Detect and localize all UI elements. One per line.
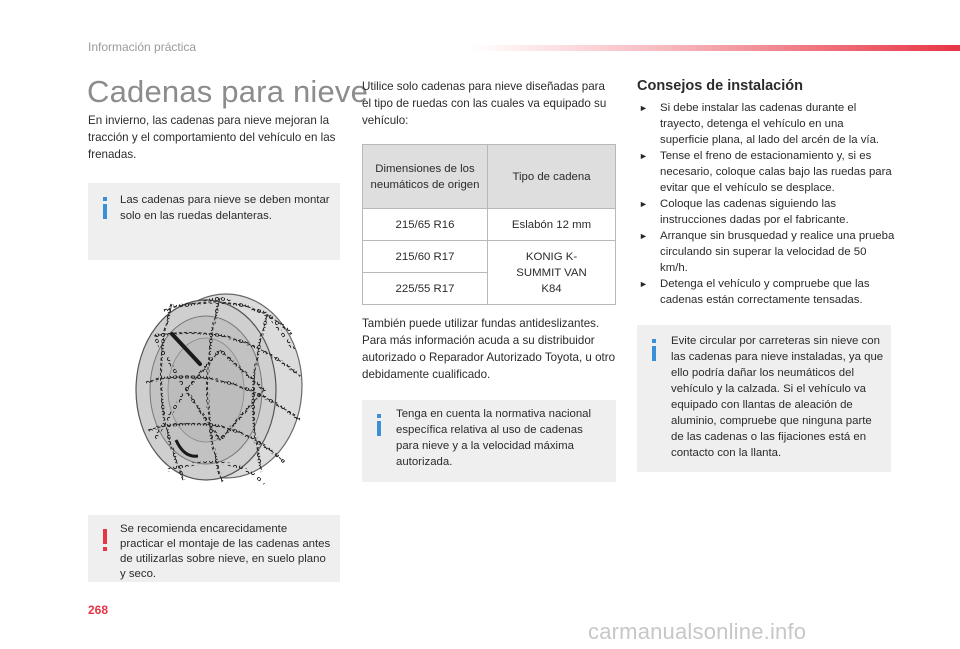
chain-type-intro: Utilice solo cadenas para nieve diseñadas para el tipo de ruedas con las cuales va equipado su vehículo: — [362, 80, 607, 127]
tire-size-cell: 225/55 R17 — [363, 273, 488, 305]
table-row — [363, 209, 616, 241]
arrow-bullet-icon: ► — [639, 199, 648, 209]
info-callout-front-wheels — [88, 183, 340, 260]
info-callout-avoid-roads — [637, 325, 891, 472]
arrow-bullet-icon: ► — [639, 231, 648, 241]
installation-tips-list — [637, 100, 895, 308]
list-item — [637, 148, 895, 196]
info-icon — [647, 335, 661, 365]
column-header-tire-size: Dimensiones de los neumáticos de origen — [363, 145, 488, 209]
tip-text: Arranque sin brusquedad y realice una prueba circulando sin superar la velocidad de 50 km/h. — [660, 230, 895, 274]
info-icon — [372, 410, 386, 440]
list-item — [637, 228, 895, 276]
list-item — [637, 276, 895, 308]
callout-text: Tenga en cuenta la normativa nacional específica relativa al uso de cadenas para nieve y a la velocidad máxima autorizada. — [396, 408, 592, 468]
arrow-bullet-icon: ► — [639, 151, 648, 161]
chain-type-cell: Eslabón 12 mm — [488, 209, 616, 241]
callout-text: Se recomienda encarecidamente practicar el montaje de las cadenas antes de utilizarlas sobre nieve, en suelo plano y seco. — [120, 523, 331, 580]
list-item — [637, 196, 895, 228]
installation-tips-title: Consejos de instalación — [637, 78, 803, 94]
section-header: Información práctica — [88, 40, 197, 54]
tip-text: Coloque las cadenas siguiendo las instrucciones dadas por el fabricante. — [660, 198, 849, 226]
arrow-bullet-icon: ► — [639, 279, 648, 289]
table-row — [363, 241, 616, 273]
intro-paragraph: En invierno, las cadenas para nieve mejoran la tracción y el comportamiento del vehículo en las frenadas. — [88, 114, 336, 161]
header-accent-bar — [470, 45, 960, 51]
snow-chain-tire-illustration — [124, 290, 309, 490]
tip-text: Tense el freno de estacionamiento y, si es necesario, coloque calas bajo las ruedas para evitar que el vehículo se desplace. — [660, 150, 892, 194]
table-header-row — [363, 145, 616, 209]
tire-size-cell: 215/60 R17 — [363, 241, 488, 273]
chain-type-cell: KONIG K-SUMMIT VAN K84 — [488, 241, 616, 305]
watermark: carmanualsonline.info — [588, 619, 807, 644]
antiskid-covers-note: También puede utilizar fundas antideslizantes. Para más información acuda a su distribuidor autorizado o Reparador Autorizado Toyota, u otro debidamente cualificado. — [362, 317, 616, 381]
info-callout-regulations — [362, 400, 616, 482]
chain-spec-table — [362, 144, 616, 305]
callout-text: Evite circular por carreteras sin nieve con las cadenas para nieve instaladas, ya que ello podría dañar los neumáticos del vehículo y la calzada. Si el vehículo va equipado con llantas de aleación de aluminio, compruebe que ninguna parte de las cadenas o las fijaciones está en contacto con la llanta. — [671, 335, 884, 459]
info-icon — [98, 193, 112, 223]
tip-text: Si debe instalar las cadenas durante el trayecto, detenga el vehículo en una superficie plana, al lado del arcén de la vía. — [660, 102, 880, 146]
column-header-chain-type: Tipo de cadena — [488, 145, 616, 209]
page-title: Cadenas para nieve — [87, 74, 369, 109]
callout-text: Las cadenas para nieve se deben montar solo en las ruedas delanteras. — [120, 194, 330, 222]
list-item — [637, 100, 895, 148]
warning-icon — [98, 525, 112, 555]
page-number: 268 — [88, 603, 109, 617]
tire-size-cell: 215/65 R16 — [363, 209, 488, 241]
warning-callout-practice — [88, 515, 340, 582]
tip-text: Detenga el vehículo y compruebe que las cadenas están correctamente tensadas. — [660, 278, 870, 306]
arrow-bullet-icon: ► — [639, 103, 648, 113]
